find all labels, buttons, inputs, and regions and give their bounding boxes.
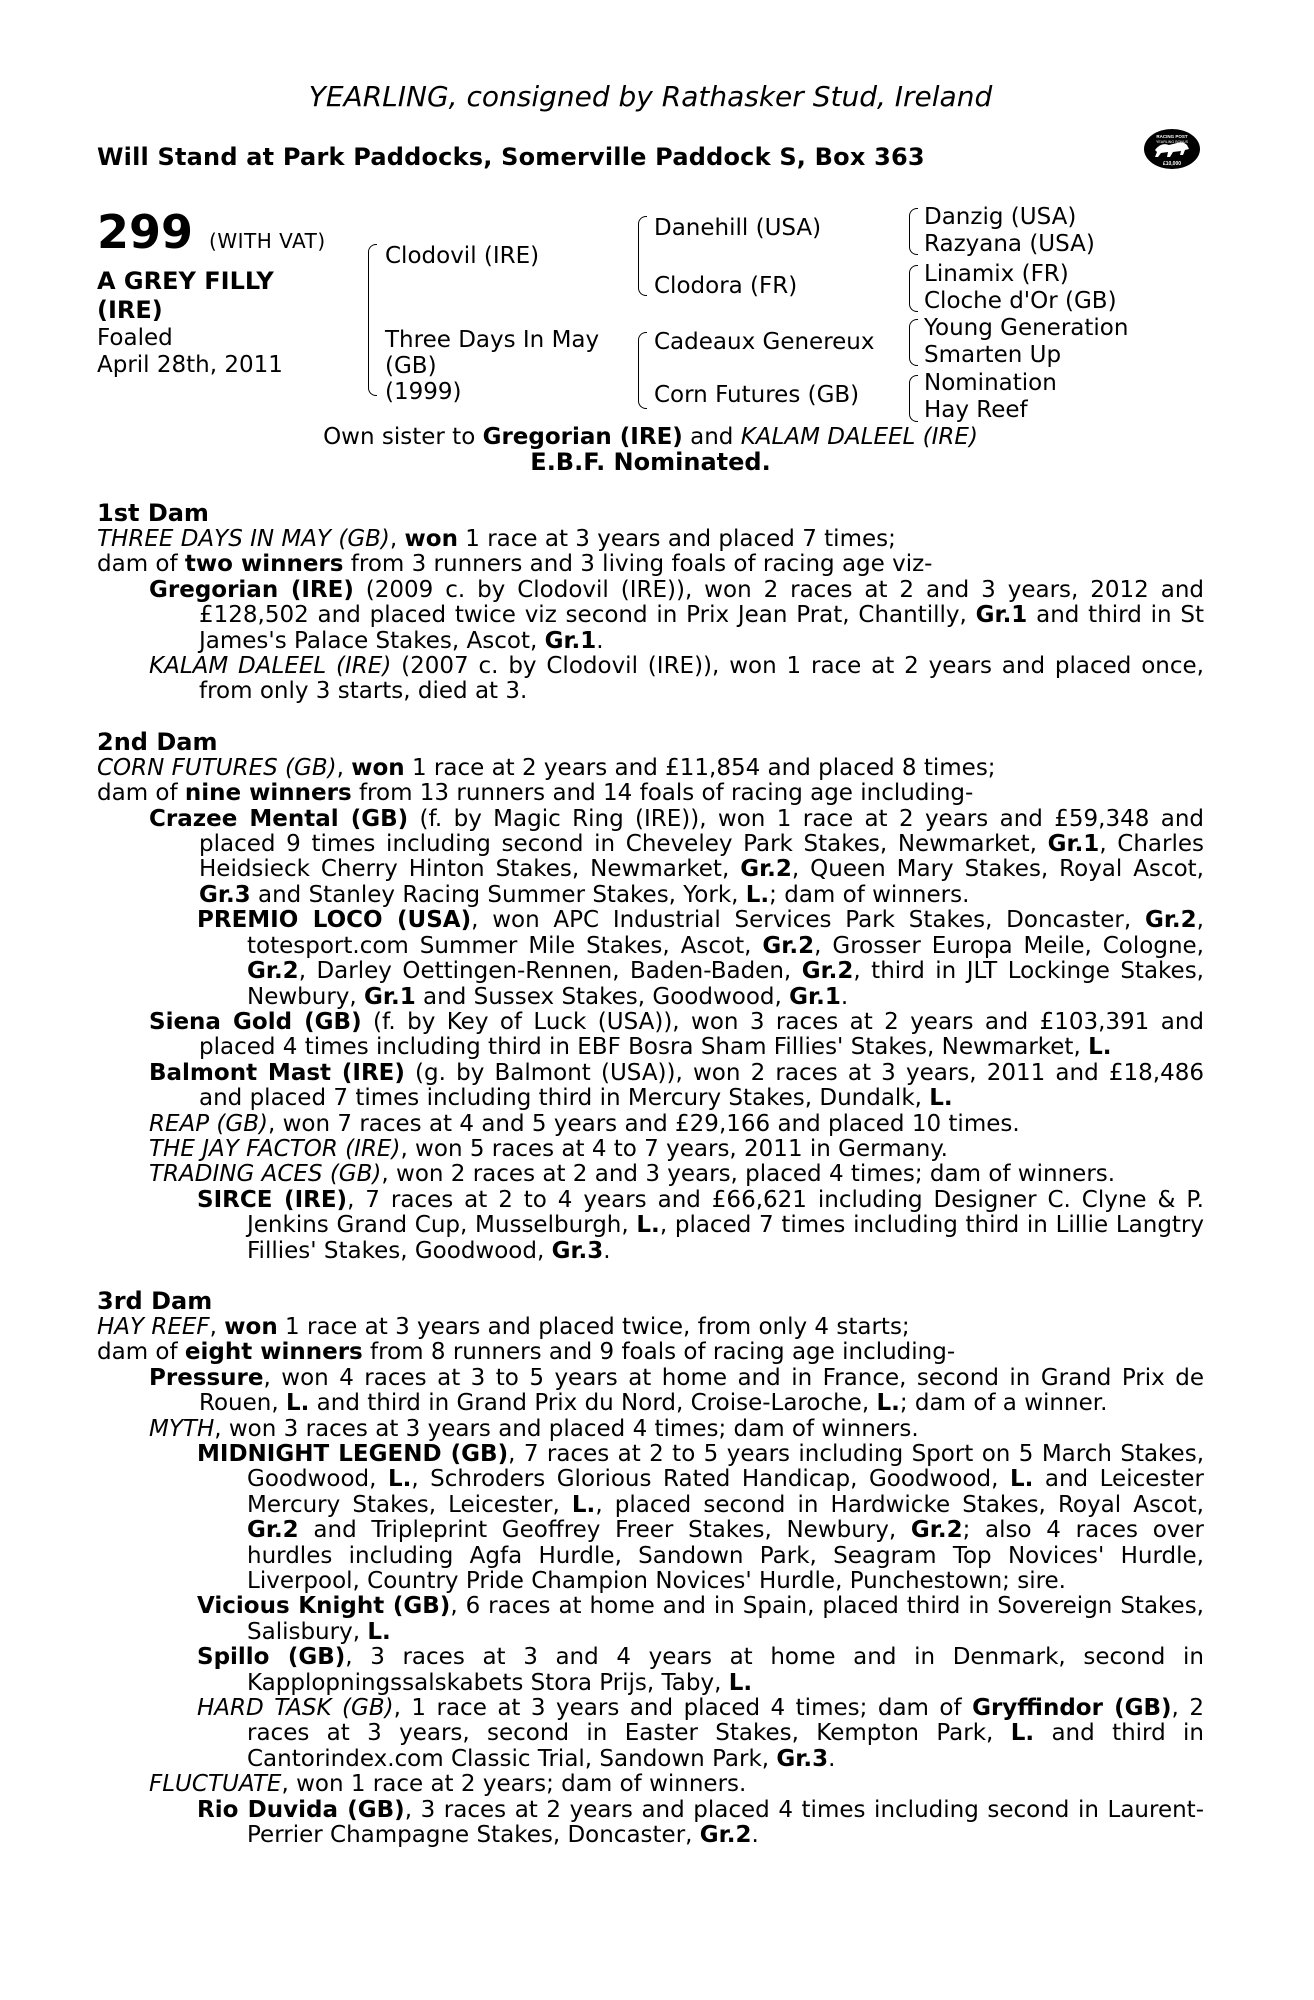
lot-description-1: A GREY FILLY <box>97 267 274 295</box>
sister-line-name2: KALAM DALEEL (IRE) <box>740 424 978 450</box>
progeny-entry: SIRCE (IRE), 7 races at 2 to 4 years and £66,621 including Designer C. Clyne & P. Jenkins Grand Cup, Musselburgh, L., placed 7 times including third in Lillie Langtry Fillies' Stakes, Goodwood, Gr.3. <box>197 1186 1204 1264</box>
ped-dam-3: (1999) <box>385 379 462 405</box>
ped-dam-2: (GB) <box>385 353 437 379</box>
progeny-entry: REAP (GB), won 7 races at 4 and 5 years and £29,166 and placed 10 times. <box>149 1110 1020 1137</box>
progeny-entry: MIDNIGHT LEGEND (GB), 7 races at 2 to 5 years including Sport on 5 March Stakes, Goodwood, L., Schroders Glorious Rated Handicap, Goodwood, L. and Leicester Mercury Stakes, Leicester, L., placed second in Hardwicke Stakes, Royal Ascot, Gr.2 and Tripleprint Geoffrey Freer Stakes, Newbury, Gr.2; also 4 races over hurdles including Agfa Hurdle, Sandown Park, Seagram Top Novices' Hurdle, Liverpool, Country Pride Champion Novices' Hurdle, Punchestown; sire. <box>197 1441 1205 1595</box>
ped-dds: Nomination <box>924 370 1057 396</box>
dam-sections <box>97 500 1204 1849</box>
yearling-bonus-logo <box>1143 128 1201 170</box>
dam-summary-line: HAY REEF, won 1 race at 3 years and placed twice, from only 4 starts; <box>97 1313 910 1340</box>
consignor-line: YEARLING, consigned by Rathasker Stud, Ireland <box>308 80 993 113</box>
dam-summary-line: THREE DAYS IN MAY (GB), won 1 race at 3 years and placed 7 times; <box>97 526 896 552</box>
logo-bottom-text: £10,000 <box>1162 161 1182 167</box>
ped-sds: Linamix (FR) <box>924 261 1069 287</box>
progeny-entry: Balmont Mast (IRE) (g. by Balmont (USA)), won 2 races at 3 years, 2011 and £18,486 and placed 7 times including third in Mercury Stakes, Dundalk, L. <box>149 1059 1204 1112</box>
ped-dss: Young Generation <box>924 315 1129 341</box>
dam-summary-line: CORN FUTURES (GB), won 1 race at 2 years and £11,854 and placed 8 times; <box>97 754 996 781</box>
ped-sdd: Cloche d'Or (GB) <box>924 288 1117 314</box>
pedigree-brace-2a <box>638 216 647 296</box>
sister-line-name1: Gregorian (IRE) <box>482 424 683 450</box>
progeny-entry: KALAM DALEEL (IRE) (2007 c. by Clodovil (IRE)), won 1 race at 2 years and placed once, from only 3 starts, died at 3. <box>149 653 1204 705</box>
pedigree-brace-3b <box>909 265 918 312</box>
progeny-entry: PREMIO LOCO (USA), won APC Industrial Services Park Stakes, Doncaster, Gr.2, totesport.com Summer Mile Stakes, Ascot, Gr.2, Grosser Europa Meile, Cologne, Gr.2, Darley Oettingen-Rennen, Baden-Baden, Gr.2, third in JLT Lockinge Stakes, Newbury, Gr.1 and Sussex Stakes, Goodwood, Gr.1. <box>197 907 1204 1010</box>
pedigree-brace-3a <box>909 208 918 255</box>
lot-description-2: (IRE) <box>97 296 163 324</box>
progeny-entry: Siena Gold (GB) (f. by Key of Luck (USA)), won 3 races at 2 years and £103,391 and placed 4 times including third in EBF Bosra Sham Fillies' Stakes, Newmarket, L. <box>149 1008 1204 1061</box>
dam-heading: 1st Dam <box>97 499 209 527</box>
dam-summary-line: dam of eight winners from 8 runners and 9 foals of racing age including- <box>97 1339 956 1366</box>
dam-heading: 3rd Dam <box>97 1286 213 1315</box>
ped-sire-dam: Clodora (FR) <box>654 273 798 299</box>
dam-summary-line: dam of nine winners from 13 runners and 14 foals of racing age including- <box>97 780 974 807</box>
sister-line-pre: Own sister to <box>323 424 483 450</box>
vat-label: (WITH VAT) <box>209 229 326 253</box>
progeny-entry: TRADING ACES (GB), won 2 races at 2 and 3 years, placed 4 times; dam of winners. <box>149 1161 1116 1188</box>
ped-dam-sire: Cadeaux Genereux <box>654 329 875 355</box>
ebf-line: E.B.F. Nominated. <box>530 448 771 476</box>
pedigree-brace-3d <box>909 375 918 422</box>
progeny-entry: MYTH, won 3 races at 3 years and placed 4 times; dam of winners. <box>149 1415 919 1442</box>
ped-sss: Danzig (USA) <box>924 204 1077 230</box>
progeny-entry: Spillo (GB), 3 races at 3 and 4 years at home and in Denmark, second in Kapplopningssalskabets Stora Prijs, Taby, L. <box>197 1644 1204 1696</box>
progeny-entry: HARD TASK (GB), 1 race at 3 years and placed 4 times; dam of Gryffindor (GB), 2 races at 3 years, second in Easter Stakes, Kempton Park, L. and third in Cantorindex.com Classic Trial, Sandown Park, Gr.3. <box>197 1695 1205 1772</box>
ped-dam-1: Three Days In May <box>385 327 600 353</box>
ped-dam-dam: Corn Futures (GB) <box>654 382 860 408</box>
ped-ssd: Razyana (USA) <box>924 231 1095 257</box>
lot-number-line <box>97 206 397 267</box>
sister-line-mid: and <box>682 424 741 450</box>
sister-line <box>97 424 1204 451</box>
pedigree-brace-2b <box>638 332 647 409</box>
ped-dsd: Smarten Up <box>924 342 1062 368</box>
dam-section <box>97 1288 1204 1849</box>
progeny-entry: Gregorian (IRE) (2009 c. by Clodovil (IRE)), won 2 races at 2 and 3 years, 2012 and £128,502 and placed twice viz second in Prix Jean Prat, Chantilly, Gr.1 and third in St James's Palace Stakes, Ascot, Gr.1. <box>149 576 1205 654</box>
dam-summary-line: dam of two winners from 3 runners and 3 living foals of racing age viz- <box>97 551 933 578</box>
ped-sire-sire: Danehill (USA) <box>654 215 822 241</box>
foaled-label: Foaled <box>97 325 173 351</box>
foaled-date: April 28th, 2011 <box>97 352 283 378</box>
dam-section <box>97 500 1204 705</box>
progeny-entry: Rio Duvida (GB), 3 races at 2 years and placed 4 times including second in Laurent-Perrier Champagne Stakes, Doncaster, Gr.2. <box>197 1796 1204 1849</box>
ped-ddd: Hay Reef <box>924 397 1028 423</box>
pedigree-brace-1 <box>368 244 377 396</box>
progeny-entry: Crazee Mental (GB) (f. by Magic Ring (IRE)), won 1 race at 2 years and £59,348 and placed 9 times including second in Cheveley Park Stakes, Newmarket, Gr.1, Charles Heidsieck Cherry Hinton Stakes, Newmarket, Gr.2, Queen Mary Stakes, Royal Ascot, Gr.3 and Stanley Racing Summer Stakes, York, L.; dam of winners. <box>149 805 1204 908</box>
logo-mid-text: YEARLING BONUS <box>1156 140 1188 144</box>
progeny-entry: THE JAY FACTOR (IRE), won 5 races at 4 to 7 years, 2011 in Germany. <box>149 1135 948 1162</box>
lot-block <box>97 206 397 379</box>
lot-number: 299 <box>97 205 194 259</box>
dam-heading: 2nd Dam <box>97 727 218 756</box>
dam-section <box>97 729 1204 1264</box>
progeny-entry: FLUCTUATE, won 1 race at 2 years; dam of winners. <box>149 1771 747 1798</box>
progeny-entry: Vicious Knight (GB), 6 races at home and in Spain, placed third in Sovereign Stakes, Salisbury, L. <box>197 1593 1204 1645</box>
ped-sire: Clodovil (IRE) <box>385 243 540 269</box>
location-line: Will Stand at Park Paddocks, Somerville Paddock S, Box 363 <box>97 143 925 171</box>
progeny-entry: Pressure, won 4 races at 3 to 5 years at home and in France, second in Grand Prix de Rouen, L. and third in Grand Prix du Nord, Croise-Laroche, L.; dam of a winner. <box>149 1364 1204 1417</box>
logo-top-text: RACING POST <box>1156 134 1188 139</box>
pedigree-brace-3c <box>909 319 918 366</box>
